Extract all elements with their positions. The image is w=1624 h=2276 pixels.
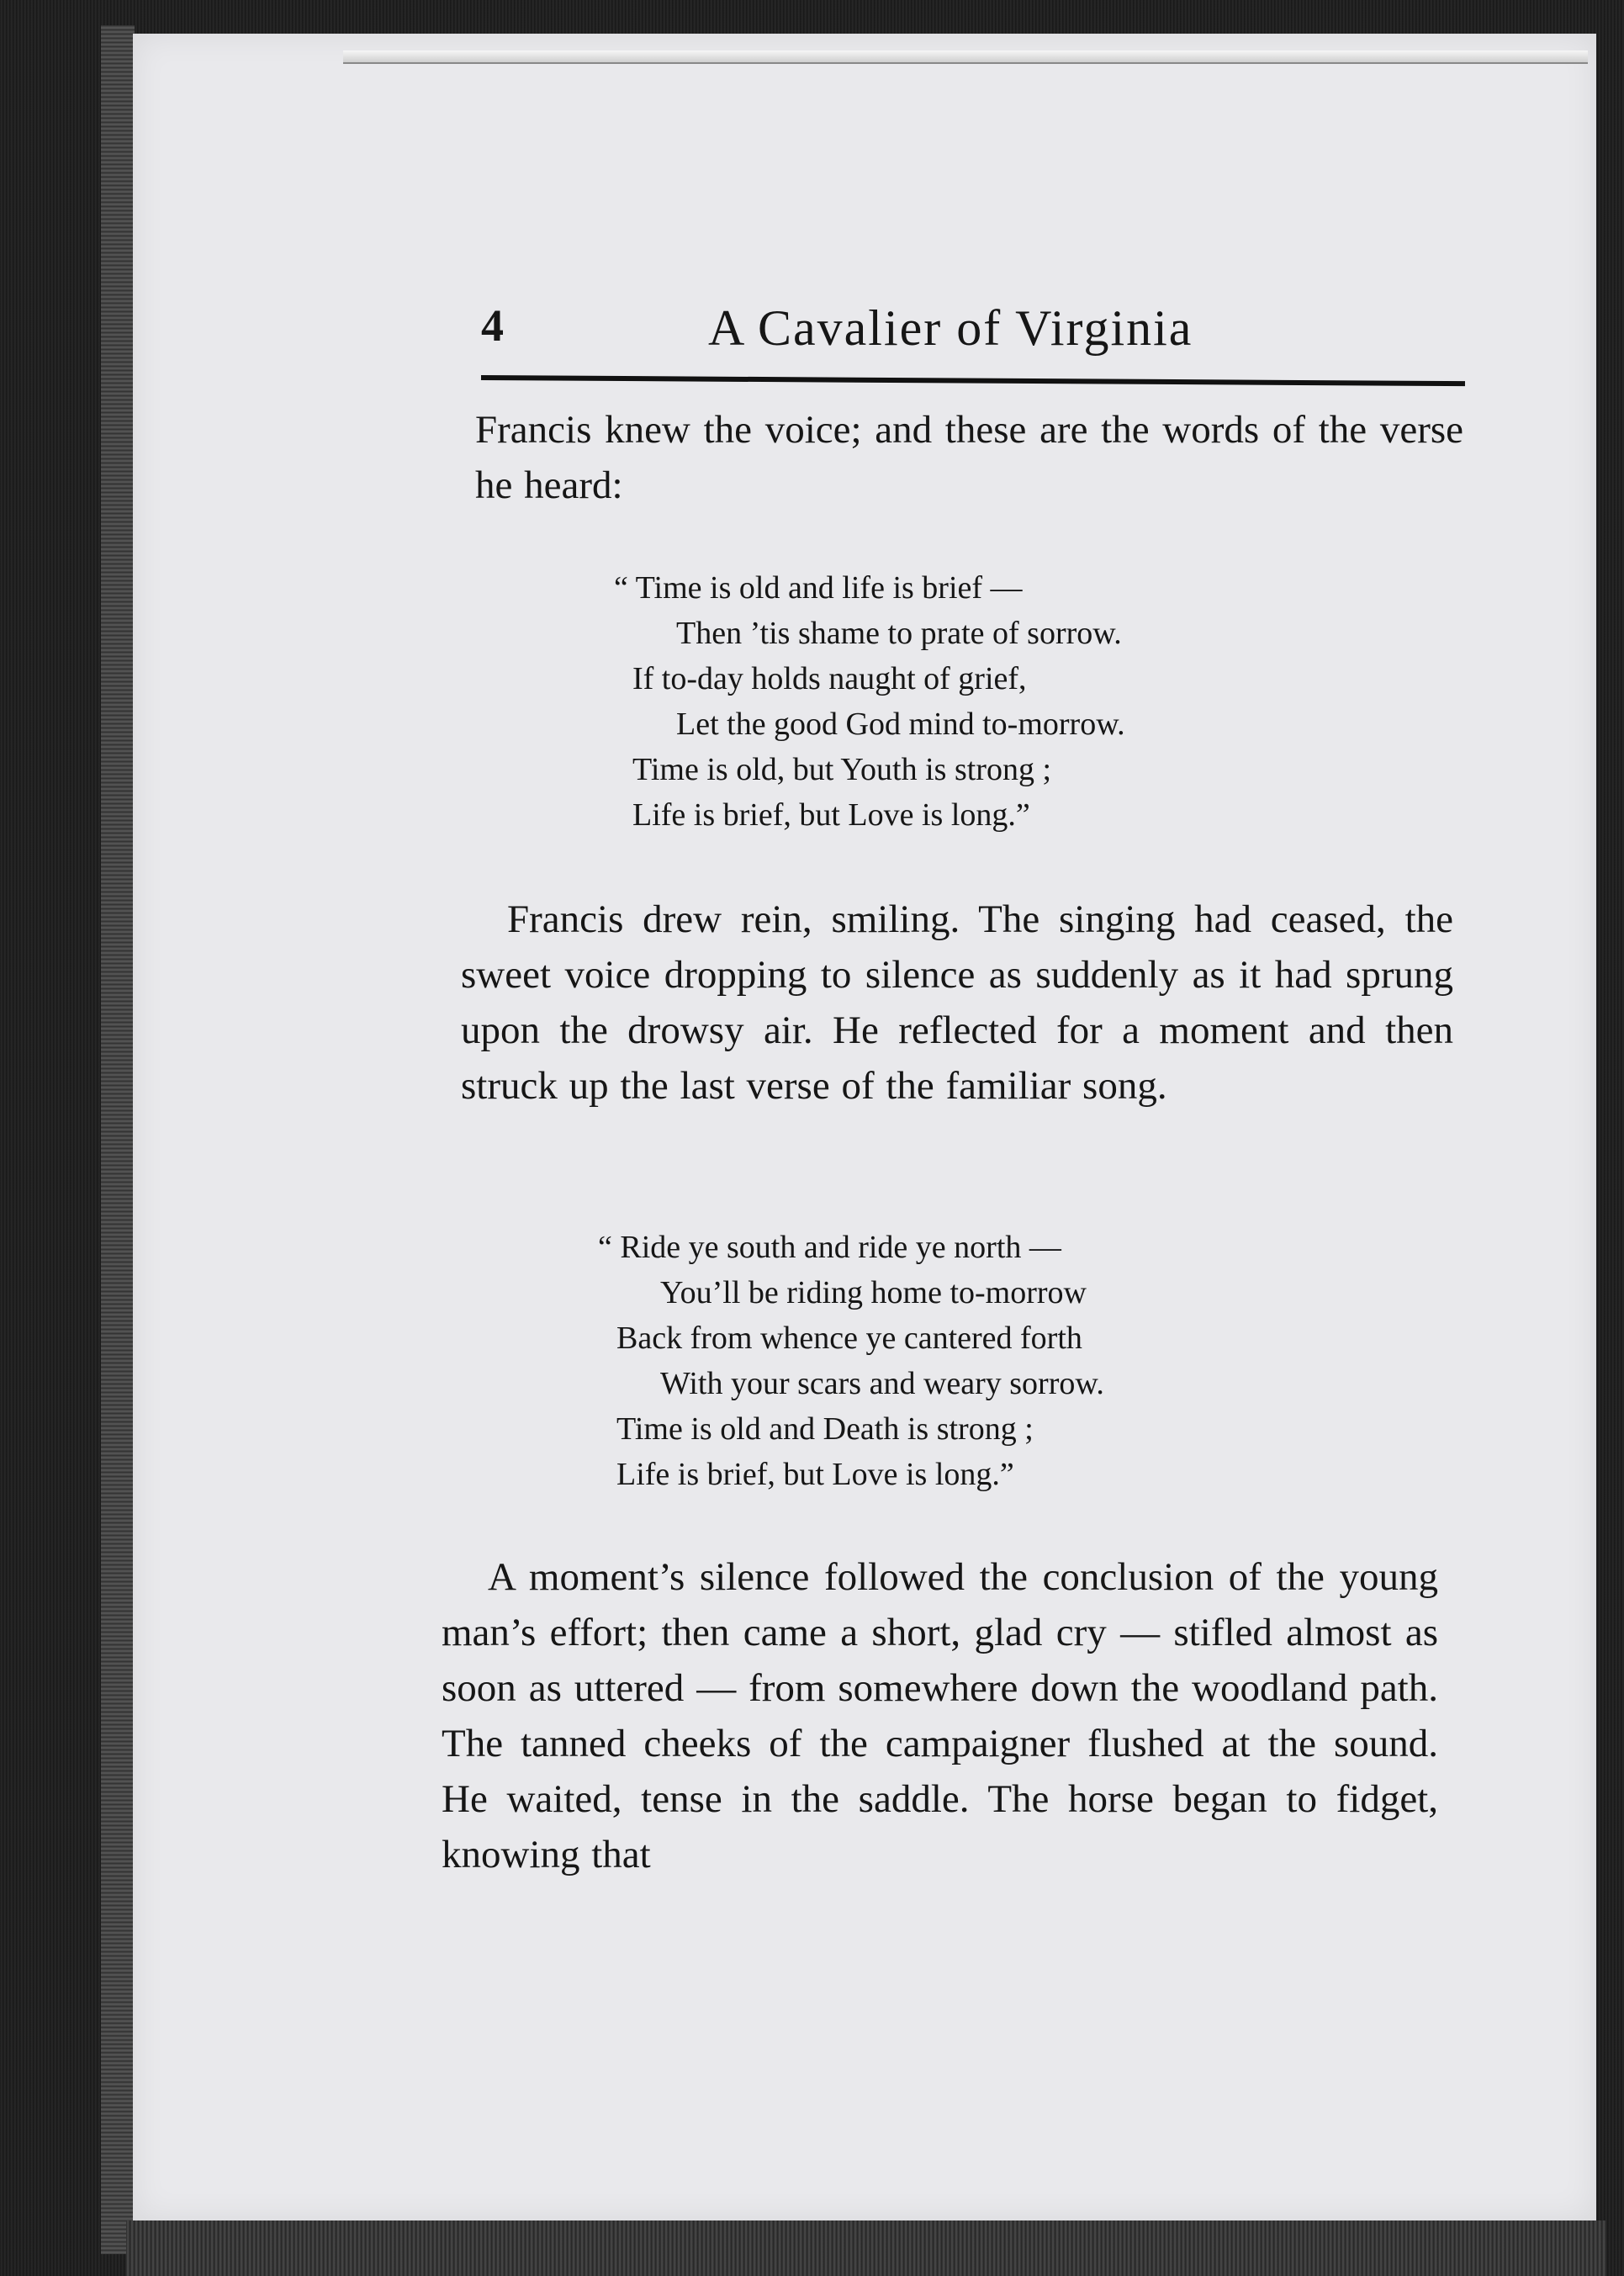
verse-one: [614, 565, 1125, 838]
verse-line: “ Time is old and life is brief —: [614, 570, 1023, 606]
page-number: 4: [481, 300, 504, 351]
book-page: [133, 34, 1596, 2220]
paragraph-silence: A moment’s silence followed the conclusion of the young man’s effort; then came a short, glad cry — stifled almost as soon as uttered — from somewhere down the woodland path. The tanned cheeks of the campaigner flushed at the sound. He waited, tense in the saddle. The horse began to fidget, knowing that: [442, 1555, 1438, 1876]
verse-line: Life is brief, but Love is long.”: [616, 1457, 1014, 1492]
verse-line: Then ’tis shame to prate of sorrow.: [676, 616, 1122, 651]
verse-line: With your scars and weary sorrow.: [660, 1366, 1104, 1401]
verse-line: Let the good God mind to-morrow.: [676, 707, 1125, 742]
verse-line: Back from whence ye cantered forth: [616, 1321, 1082, 1356]
verse-line: You’ll be riding home to-morrow: [660, 1275, 1087, 1310]
running-title: A Cavalier of Virginia: [708, 300, 1193, 356]
verse-line: Time is old and Death is strong ;: [616, 1411, 1034, 1447]
paragraph-drew-rein: Francis drew rein, smiling. The singing had ceased, the sweet voice dropping to silence as suddenly as it had sprung upon the drowsy air. He reflected for a moment and then struck up the last verse of the familiar song.: [461, 897, 1453, 1108]
paragraph-intro: Francis knew the voice; and these are the words of the verse he heard:: [475, 408, 1463, 507]
verse-line: If to-day holds naught of grief,: [632, 661, 1027, 696]
book-bottom-edge: [126, 2220, 1606, 2276]
verse-line: Time is old, but Youth is strong ;: [632, 752, 1052, 787]
page-top-edge: [343, 50, 1588, 64]
verse-line: “ Ride ye south and ride ye north —: [598, 1230, 1061, 1265]
book-spine-edge: [101, 25, 135, 2254]
verse-line: Life is brief, but Love is long.”: [632, 797, 1030, 833]
verse-two: [598, 1225, 1104, 1497]
page-header: [481, 299, 1465, 358]
